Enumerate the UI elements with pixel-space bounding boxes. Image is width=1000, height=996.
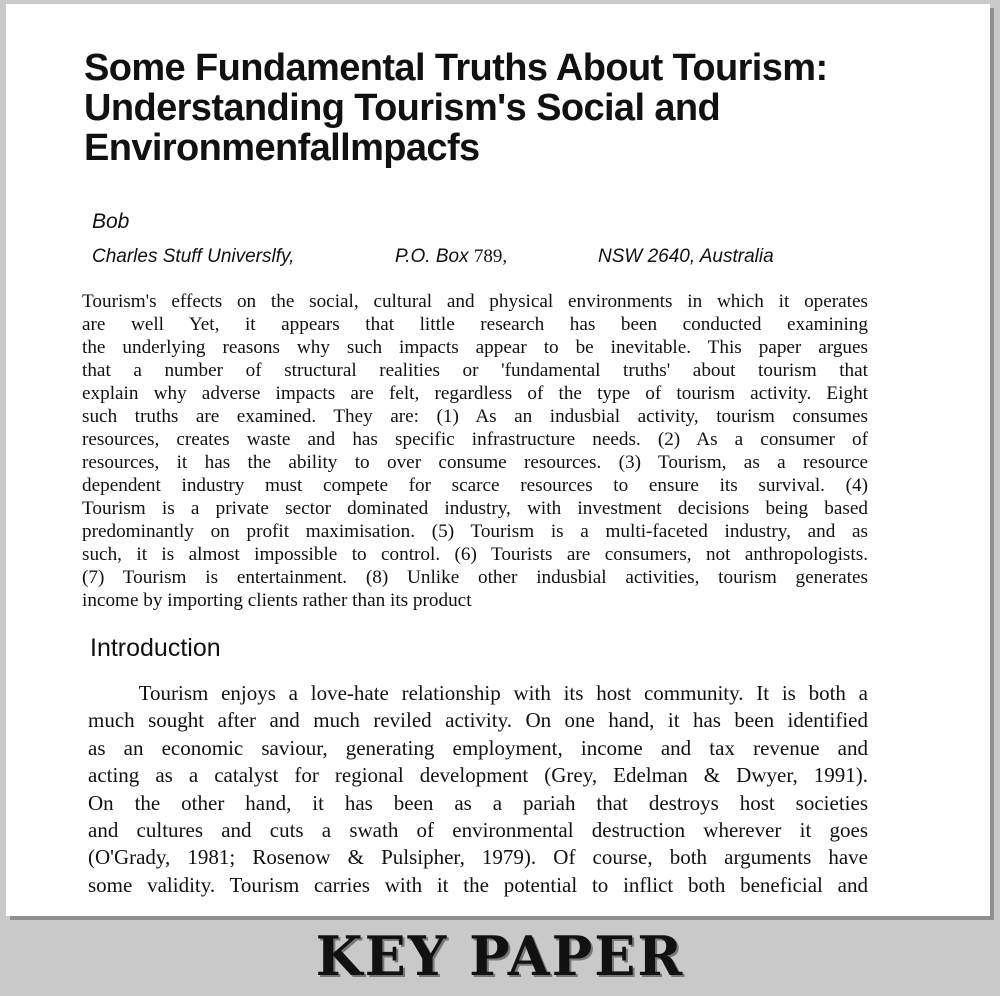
section-heading: Introduction xyxy=(90,634,221,662)
abstract-line: such, it is almost impossible to control. (6) Tourists are consumers, not anthropologists. xyxy=(82,544,868,565)
intro-line: as an economic saviour, generating employment, income and tax revenue and xyxy=(88,735,868,760)
affiliation-institution: Charles Stuff Universlfy, xyxy=(92,246,295,267)
title-line: Environmenfallmpacfs xyxy=(84,127,480,169)
affiliation-location: NSW 2640, Australia xyxy=(598,246,774,267)
po-box-label: P.O. Box xyxy=(395,246,469,267)
key-paper-banner xyxy=(0,916,1000,996)
abstract-line: Tourism's effects on the social, cultural and physical environments in which it operates xyxy=(82,291,868,312)
intro-line: On the other hand, it has been as a pariah that destroys host societies xyxy=(88,790,868,815)
banner-label: KEY PAPER xyxy=(315,924,685,988)
abstract xyxy=(82,290,868,612)
abstract-line: are well Yet, it appears that little research has been conducted examining xyxy=(82,314,868,335)
abstract-line: income by importing clients rather than its product xyxy=(82,590,472,611)
abstract-line: resources, creates waste and has specific infrastructure needs. (2) As a consumer of xyxy=(82,429,868,450)
abstract-line: resources, it has the ability to over consume resources. (3) Tourism, as a resource xyxy=(82,452,868,473)
abstract-line: dependent industry must compete for scarce resources to ensure its survival. (4) xyxy=(82,475,868,496)
intro-line: and cultures and cuts a swath of environmental destruction wherever it goes xyxy=(88,818,868,843)
title-line: Understanding Tourism's Social and xyxy=(84,87,721,129)
paper-title xyxy=(84,48,924,168)
affiliation-po-box xyxy=(395,246,507,268)
intro-line: acting as a catalyst for regional development (Grey, Edelman & Dwyer, 1991). xyxy=(88,763,868,788)
abstract-line: the underlying reasons why such impacts appear to be inevitable. This paper argues xyxy=(82,337,868,358)
paper-page xyxy=(6,4,990,916)
abstract-line: that a number of structural realities or 'fundamental truths' about tourism that xyxy=(82,360,868,381)
abstract-line: such truths are examined. They are: (1) As an indusbial activity, tourism consumes xyxy=(82,406,868,427)
abstract-line: predominantly on profit maximisation. (5) Tourism is a multi-faceted industry, and as xyxy=(82,521,868,542)
introduction-body xyxy=(88,680,868,899)
abstract-line: explain why adverse impacts are felt, regardless of the type of tourism activity. Eight xyxy=(82,383,868,404)
author-name: Bob xyxy=(92,210,130,233)
abstract-line: (7) Tourism is entertainment. (8) Unlike other indusbial activities, tourism generates xyxy=(82,567,868,588)
intro-line: Tourism enjoys a love-hate relationship with its host community. It is both a xyxy=(88,681,868,705)
title-line: Some Fundamental Truths About Tourism: xyxy=(84,47,828,89)
intro-line: some validity. Tourism carries with it the potential to inflict both beneficial and xyxy=(88,872,868,897)
intro-line: (O'Grady, 1981; Rosenow & Pulsipher, 1979). Of course, both arguments have xyxy=(88,845,868,870)
intro-line: much sought after and much reviled activity. On one hand, it has been identified xyxy=(88,708,868,733)
po-box-number: 789, xyxy=(473,246,508,267)
abstract-line: Tourism is a private sector dominated industry, with investment decisions being based xyxy=(82,498,868,519)
